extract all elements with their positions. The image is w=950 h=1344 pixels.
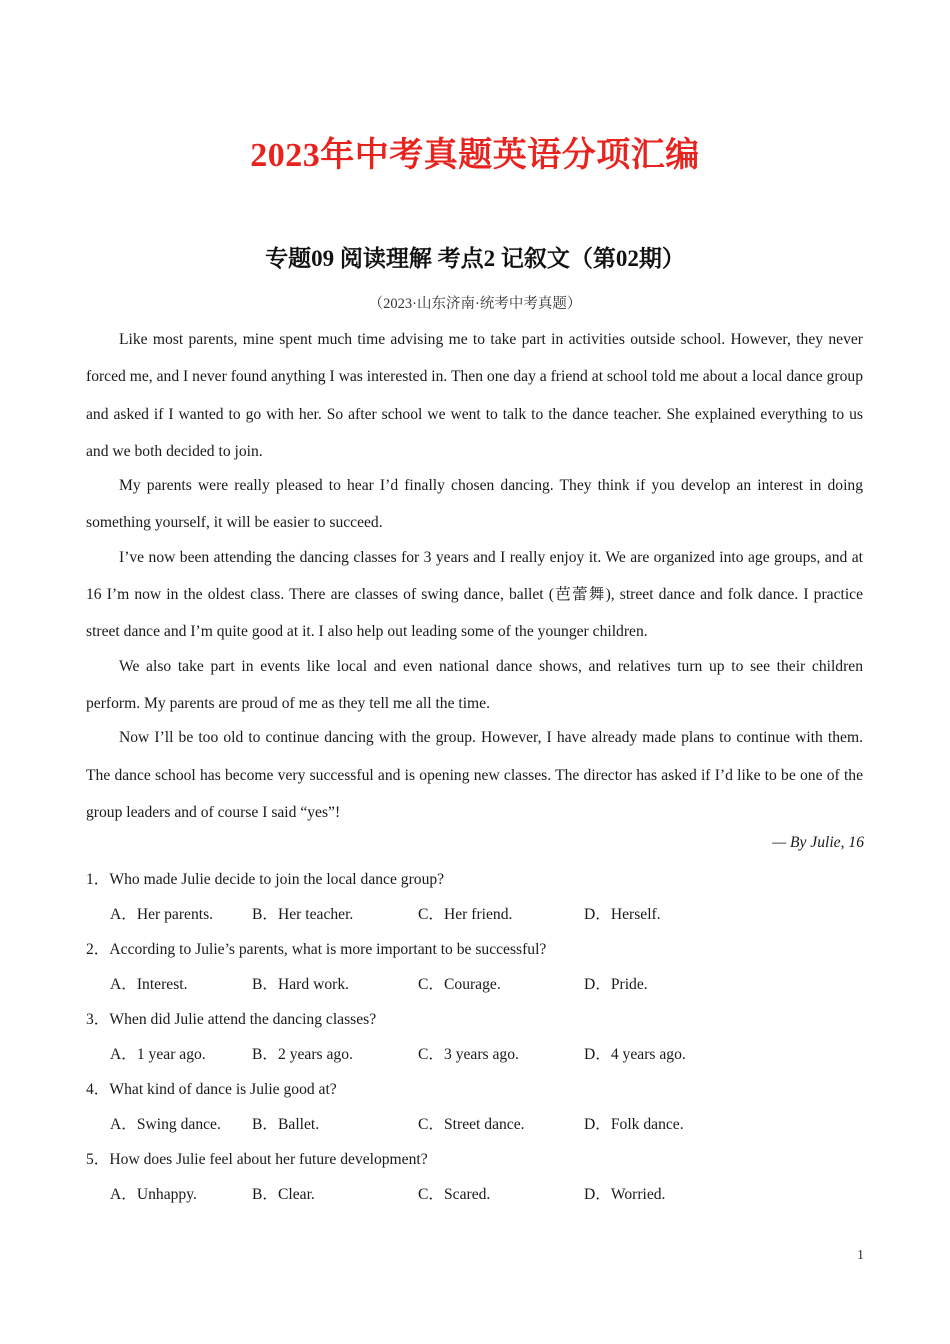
page-number: 1 xyxy=(857,1248,864,1263)
option-a[interactable]: A．Unhappy. xyxy=(110,1186,197,1203)
reading-passage xyxy=(86,321,863,828)
passage-paragraph-4: We also take part in events like local and even national dance shows, and relatives turn up to see their children perform. My parents are proud of me as they tell me all the time. xyxy=(86,657,863,712)
option-c[interactable]: C．Scared. xyxy=(418,1186,491,1203)
option-d[interactable]: D．Herself. xyxy=(584,906,661,923)
passage-paragraph-3: I’ve now been attending the dancing classes for 3 years and I really enjoy it. We are organized into age groups, and at 16 I’m now in the oldest class. There are classes of swing dance, ballet (芭蕾舞), street dance and folk dance. I practice street dance and I’m quite good at it. I also help out leading some of the younger children. xyxy=(86,548,863,641)
option-d[interactable]: D．Worried. xyxy=(584,1186,666,1203)
option-a[interactable]: A．Interest. xyxy=(110,976,188,993)
option-b[interactable]: B．Clear. xyxy=(252,1186,315,1203)
option-a[interactable]: A．Her parents. xyxy=(110,906,214,923)
question-5-options xyxy=(86,1180,863,1215)
question-1: 1．Who made Julie decide to join the local dance group? xyxy=(86,871,445,888)
option-c[interactable]: C．Her friend. xyxy=(418,906,513,923)
option-c[interactable]: C．Courage. xyxy=(418,976,501,993)
question-2-options xyxy=(86,970,863,1005)
option-b[interactable]: B．2 years ago. xyxy=(252,1046,353,1063)
option-b[interactable]: B．Ballet. xyxy=(252,1116,320,1133)
option-c[interactable]: C．3 years ago. xyxy=(418,1046,519,1063)
question-5: 5．How does Julie feel about her future development? xyxy=(86,1151,428,1168)
question-2: 2．According to Julie’s parents, what is more important to be successful? xyxy=(86,941,547,958)
question-list xyxy=(86,865,863,1215)
sub-title: 专题09 阅读理解 考点2 记叙文（第02期） xyxy=(265,246,685,271)
option-b[interactable]: B．Her teacher. xyxy=(252,906,354,923)
passage-paragraph-2: My parents were really pleased to hear I’d finally chosen dancing. They think if you develop an interest in doing something yourself, it will be easier to succeed. xyxy=(86,477,863,532)
question-1-options xyxy=(86,900,863,935)
option-d[interactable]: D．Pride. xyxy=(584,976,648,993)
question-4-options xyxy=(86,1110,863,1145)
passage-paragraph-5: Now I’ll be too old to continue dancing with the group. However, I have already made plans to continue with them. The dance school has become very successful and is opening new classes. The director has asked if I’d like to be one of the group leaders and of course I said “yes”! xyxy=(86,729,863,821)
passage-paragraph-1: Like most parents, mine spent much time advising me to take part in activities outside school. However, they never forced me, and I never found anything I was interested in. Then one day a friend at school told me about a local dance group and asked if I wanted to go with her. So after school we went to talk to the dance teacher. She explained everything to us and we both decided to join. xyxy=(86,331,863,460)
option-c[interactable]: C．Street dance. xyxy=(418,1116,525,1133)
question-4: 4．What kind of dance is Julie good at? xyxy=(86,1081,337,1098)
question-3: 3．When did Julie attend the dancing classes? xyxy=(86,1011,377,1028)
question-3-options xyxy=(86,1040,863,1075)
main-title: 2023年中考真题英语分项汇编 xyxy=(250,137,700,174)
option-a[interactable]: A．Swing dance. xyxy=(110,1116,221,1133)
option-b[interactable]: B．Hard work. xyxy=(252,976,350,993)
option-d[interactable]: D．Folk dance. xyxy=(584,1116,684,1133)
author-signature: — By Julie, 16 xyxy=(772,834,864,851)
source-note: （2023·山东济南·统考中考真题） xyxy=(368,296,582,312)
option-d[interactable]: D．4 years ago. xyxy=(584,1046,686,1063)
option-a[interactable]: A．1 year ago. xyxy=(110,1046,206,1063)
